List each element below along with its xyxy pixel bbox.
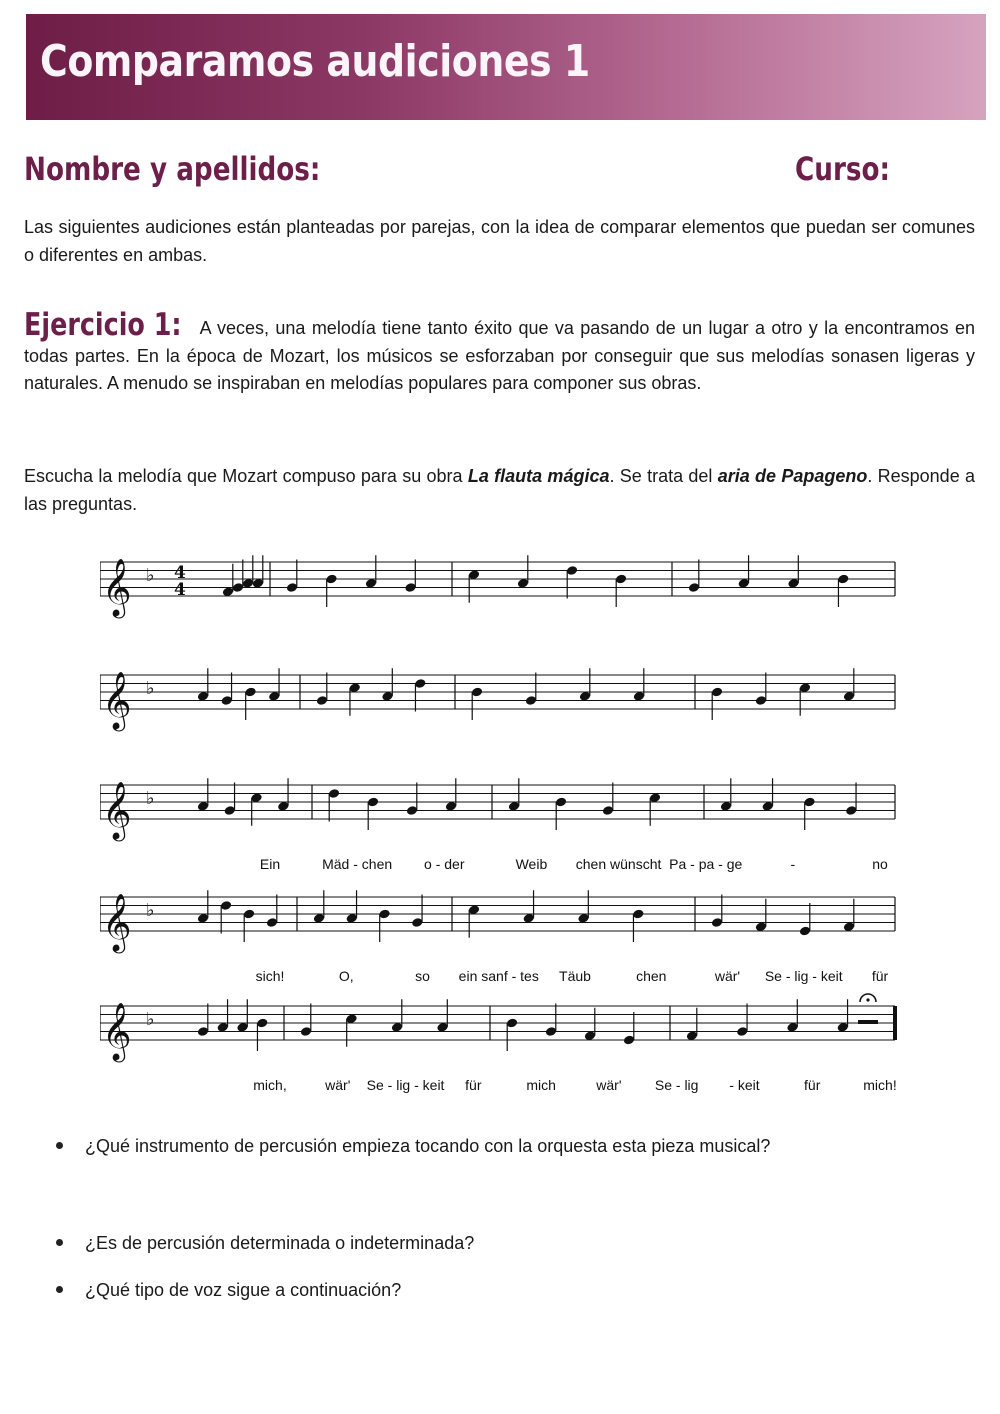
lyric-syllable: wär' <box>714 968 741 984</box>
flat-icon: ♭ <box>146 678 155 699</box>
lyric-syllable: no <box>872 856 888 872</box>
question-item <box>56 1233 474 1254</box>
lyric-syllable: chen wünscht <box>575 856 662 872</box>
lyric-syllable: Ein <box>259 856 281 872</box>
exercise-1-label: Ejercicio 1: <box>24 307 182 343</box>
treble-clef-icon: 𝄞 <box>102 671 132 729</box>
bullet-icon <box>56 1142 63 1149</box>
lyric-syllable: Mäd - chen <box>322 856 393 872</box>
time-signature-top: 4 <box>174 563 186 583</box>
lyric-syllable: - <box>790 856 796 872</box>
treble-clef-icon: 𝄞 <box>102 558 132 616</box>
fermata-dot <box>866 998 869 1001</box>
treble-clef-icon: 𝄞 <box>102 1002 132 1060</box>
bullet-icon <box>56 1286 63 1293</box>
question-text: ¿Qué tipo de voz sigue a continuación? <box>85 1280 402 1300</box>
lyric-syllable: sich! <box>255 968 285 984</box>
flat-icon: ♭ <box>146 788 155 809</box>
title-banner <box>26 14 986 120</box>
flat-icon: ♭ <box>146 565 155 586</box>
time-signature-bottom: 4 <box>174 580 186 600</box>
lyric-syllable: mich! <box>863 1077 897 1093</box>
lyric-syllable: mich <box>526 1077 556 1093</box>
lyric-syllable: ein sanf - tes <box>458 968 539 984</box>
lyric-syllable: mich, <box>253 1077 287 1093</box>
intro-paragraph: Las siguientes audiciones están planteadas por parejas, con la idea de comparar elementos que puedan ser comunes o diferentes en ambas. <box>24 217 975 265</box>
lyric-syllable: O, <box>338 968 354 984</box>
lyric-syllable: Täub <box>559 968 591 984</box>
question-item <box>56 1280 401 1301</box>
treble-clef-icon: 𝄞 <box>102 781 132 839</box>
bullet-icon <box>56 1239 63 1246</box>
lyric-syllable: chen <box>636 968 667 984</box>
music-score <box>100 540 900 1100</box>
name-label: Nombre y apellidos: <box>24 150 321 188</box>
page-title: Comparamos audiciones 1 <box>40 36 590 87</box>
instruction-paragraph <box>24 463 975 518</box>
aria-title: aria de Papageno <box>717 466 868 486</box>
lyric-syllable: für <box>871 968 889 984</box>
instruction-text-b: . Se trata del <box>609 466 718 486</box>
question-item <box>56 1136 770 1157</box>
flat-icon: ♭ <box>146 900 155 921</box>
instruction-text-a: Escucha la melodía que Mozart compuso para su obra <box>24 466 468 486</box>
half-rest <box>858 1020 878 1024</box>
question-text: ¿Qué instrumento de percusión empieza tocando con la orquesta esta pieza musical? <box>85 1136 771 1156</box>
lyric-syllable: Se - lig - keit <box>366 1077 445 1093</box>
lyric-syllable: - keit <box>729 1077 760 1093</box>
exercise-1-text: A veces, una melodía tiene tanto éxito que va pasando de un lugar a otro y la encontramos en todas partes. En la época de Mozart, los músicos se esforzaban por conseguir que sus melodías sonasen ligeras y naturales. A menudo se inspiraban en melodías populares para componer sus obras. <box>24 318 976 393</box>
instruction-text-c: . Responde a las preguntas. <box>24 466 976 514</box>
lyric-syllable: wär' <box>596 1077 622 1093</box>
question-text: ¿Es de percusión determinada o indeterminada? <box>85 1233 475 1253</box>
exercise-1-paragraph <box>24 307 976 398</box>
course-label: Curso: <box>795 150 891 188</box>
treble-clef-icon: 𝄞 <box>102 893 132 951</box>
flat-icon: ♭ <box>146 1009 155 1030</box>
lyric-syllable: Pa - pa - ge <box>669 856 743 872</box>
lyric-syllable: Se - lig <box>654 1077 699 1093</box>
lyric-syllable: für <box>804 1077 821 1093</box>
lyric-syllable: o - der <box>424 856 465 872</box>
lyric-syllable: so <box>415 968 430 984</box>
lyric-syllable: für <box>465 1077 482 1093</box>
lyric-syllable: Se - lig - keit <box>764 968 843 984</box>
work-title: La flauta mágica <box>467 466 610 486</box>
lyric-syllable: wär' <box>325 1077 351 1093</box>
lyric-syllable: Weib <box>515 856 548 872</box>
